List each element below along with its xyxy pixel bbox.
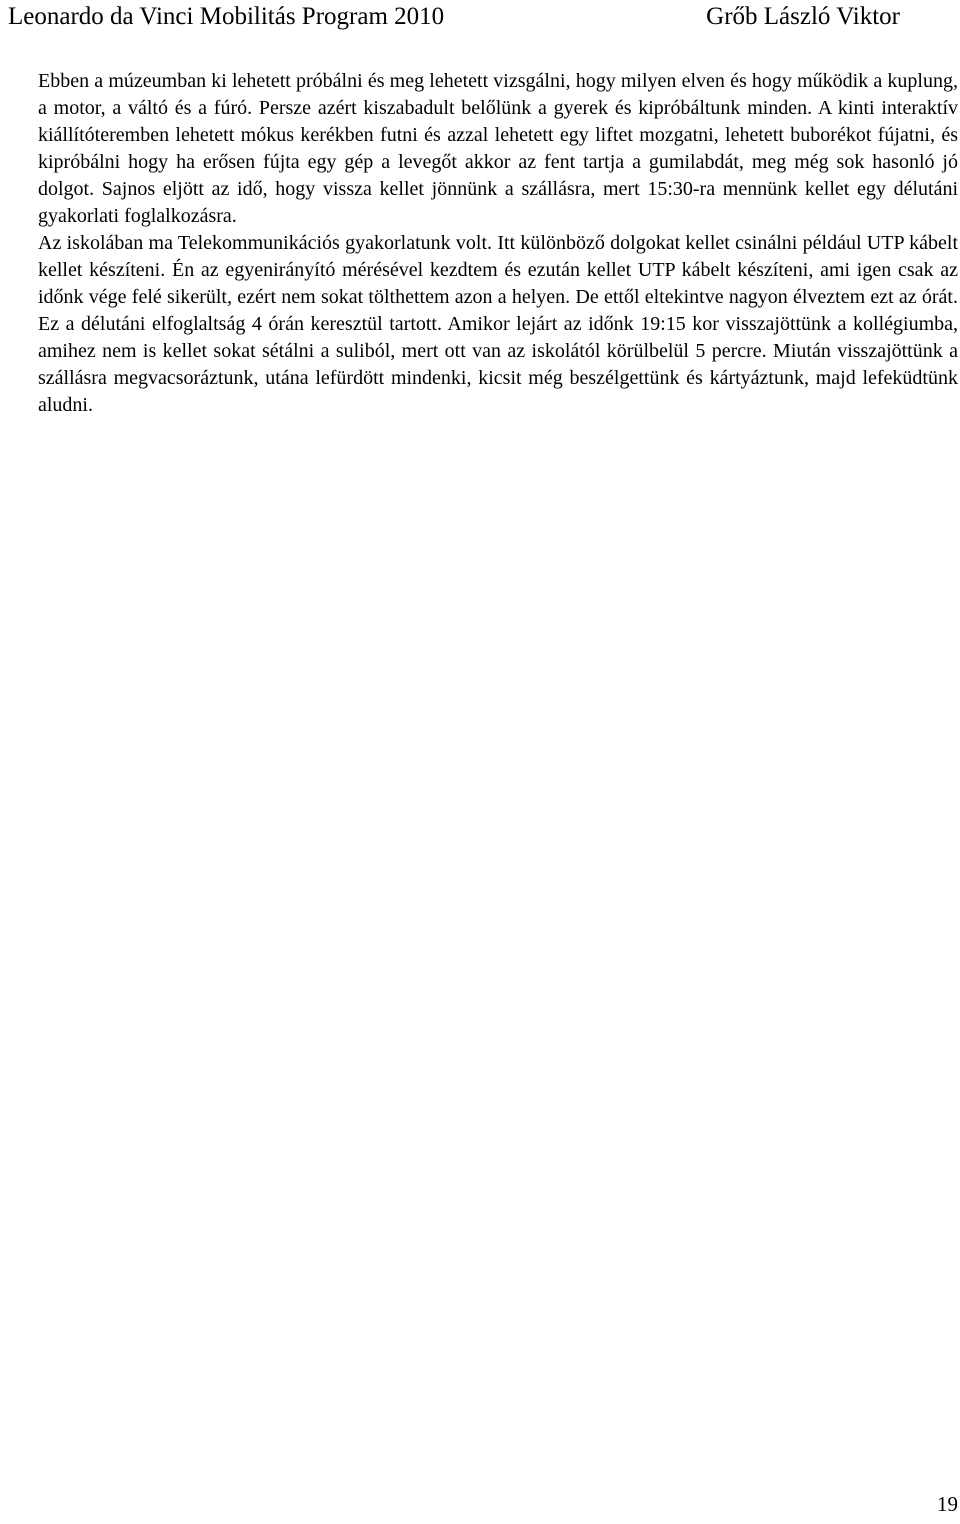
page-number: 19 — [937, 1492, 958, 1516]
document-body — [38, 68, 958, 419]
page-header — [8, 0, 900, 34]
body-paragraph-2: Az iskolában ma Telekommunikációs gyakorlatunk volt. Itt különböző dolgokat kellet csinálni például UTP kábelt kellet készíteni. Én az egyenirányító mérésével kezdtem és ezután kellet UTP kábelt készíteni, ami igen csak az időnk vége felé sikerült, ezért nem sokat tölthettem azon a helyen. De ettől eltekintve nagyon élveztem ezt az órát. Ez a délutáni elfoglaltság 4 órán keresztül tartott. Amikor lejárt az időnk 19:15 kor visszajöttünk a kollégiumba, amihez nem is kellet sokat sétálni a suliból, mert ott van az iskolától körülbelül 5 percre. Miután visszajöttünk a szállásra megvacsoráztunk, utána lefürdött mindenki, kicsit még beszélgettünk és kártyáztunk, majd lefeküdtünk aludni. — [38, 232, 958, 416]
body-paragraph-1: Ebben a múzeumban ki lehetett próbálni és meg lehetett vizsgálni, hogy milyen elven és hogy működik a kuplung, a motor, a váltó és a fúró. Persze azért kiszabadult belőlünk a gyerek és kipróbáltunk minden. A kinti interaktív kiállítóteremben lehetett mókus kerékben futni és azzal lehetett egy liftet mozgatni, lehetett buborékot fújatni, és kipróbálni hogy ha erősen fújta egy gép a levegőt akkor az fent tartja a gumilabdát, meg még sok hasonló jó dolgot. Sajnos eljött az idő, hogy vissza kellet jönnünk a szállásra, mert 15:30-ra mennünk kellet egy délutáni gyakorlati foglalkozásra. — [38, 70, 958, 227]
author-name: Grőb László Viktor — [706, 3, 900, 30]
program-title: Leonardo da Vinci Mobilitás Program 2010 — [8, 3, 445, 30]
